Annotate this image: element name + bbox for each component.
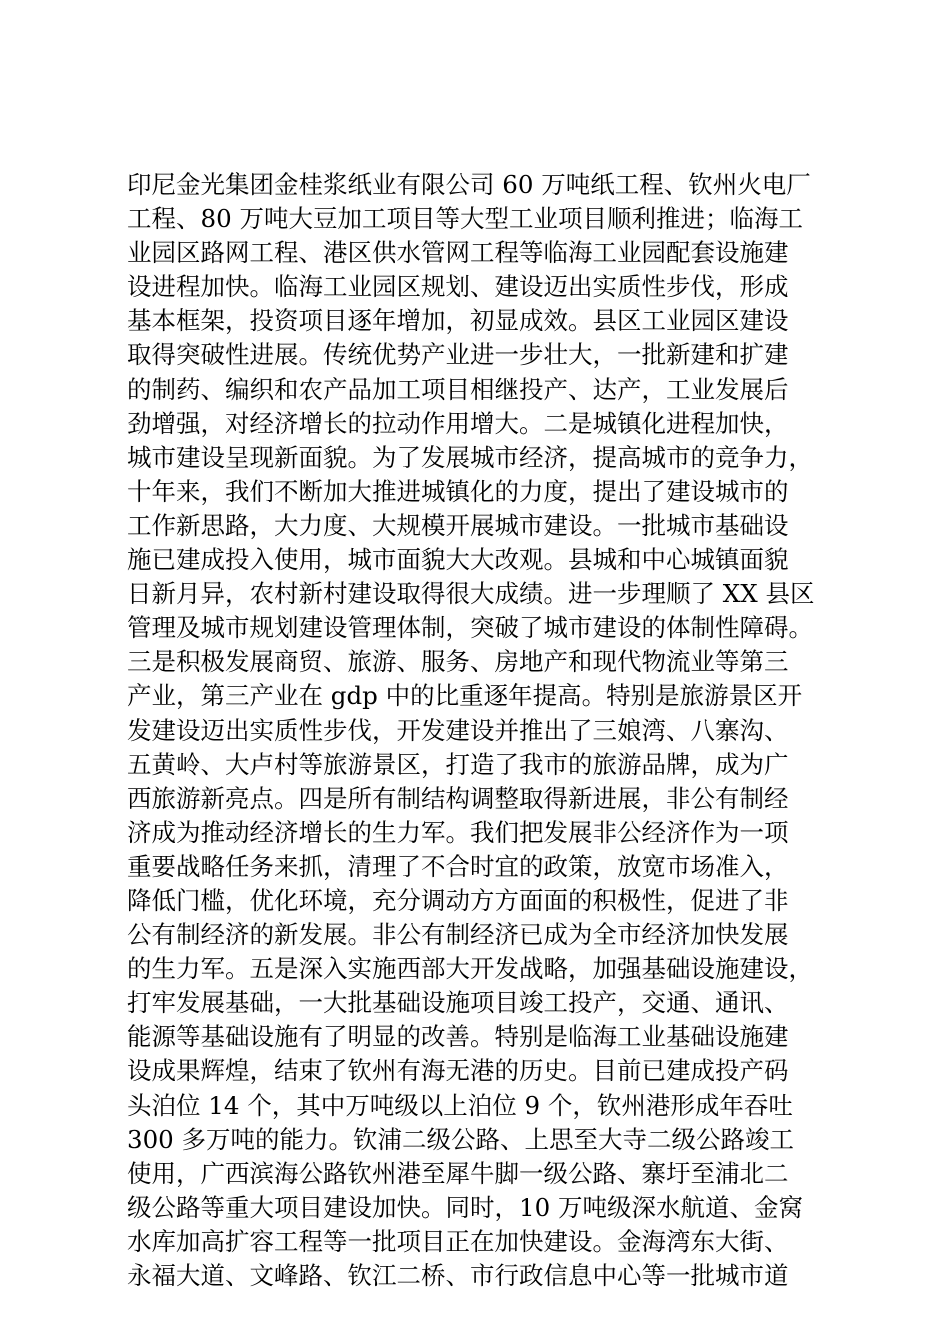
text-line: 设进程加快。临海工业园区规划、建设迈出实质性步伐，形成 (127, 272, 789, 302)
text-line: 日新月异，农村新村建设取得很大成绩。进一步理顺了 XX 县区 (127, 579, 815, 609)
text-line: 使用，广西滨海公路钦州港至犀牛脚一级公路、寨圩至浦北二 (127, 1158, 789, 1188)
text-line: 永福大道、文峰路、钦江二桥、市行政信息中心等一批城市道 (127, 1261, 789, 1290)
text-line: 公有制经济的新发展。非公有制经济已成为全市经济加快发展 (127, 920, 789, 950)
text-line: 西旅游新亮点。四是所有制结构调整取得新进展，非公有制经 (127, 783, 789, 813)
text-line: 头泊位 14 个，其中万吨级以上泊位 9 个，钦州港形成年吞吐 (127, 1090, 793, 1120)
text-line: 发建设迈出实质性步伐，开发建设并推出了三娘湾、八寨沟、 (127, 715, 789, 745)
text-line: 劲增强，对经济增长的拉动作用增大。二是城镇化进程加快， (127, 408, 789, 438)
text-line: 三是积极发展商贸、旅游、服务、房地产和现代物流业等第三 (127, 647, 789, 677)
text-line: 基本框架，投资项目逐年增加，初显成效。县区工业园区建设 (127, 306, 789, 336)
text-line: 工程、80 万吨大豆加工项目等大型工业项目顺利推进；临海工 (127, 204, 803, 234)
text-line: 城市建设呈现新面貌。为了发展城市经济，提高城市的竞争力， (127, 442, 813, 472)
text-line: 水库加高扩容工程等一批项目正在加快建设。金海湾东大街、 (127, 1226, 789, 1256)
body-text (127, 168, 847, 1293)
text-line: 施已建成投入使用，城市面貌大大改观。县城和中心城镇面貌 (127, 545, 789, 575)
text-line: 印尼金光集团金桂浆纸业有限公司 60 万吨纸工程、钦州火电厂 (127, 170, 811, 199)
text-line: 的生力军。五是深入实施西部大开发战略，加强基础设施建设， (127, 954, 813, 984)
text-line: 的制药、编织和农产品加工项目相继投产、达产，工业发展后 (127, 374, 789, 404)
text-line: 业园区路网工程、港区供水管网工程等临海工业园配套设施建 (127, 238, 789, 268)
text-line: 济成为推动经济增长的生力军。我们把发展非公经济作为一项 (127, 817, 789, 847)
text-line: 设成果辉煌，结束了钦州有海无港的历史。目前已建成投产码 (127, 1056, 789, 1086)
text-line: 打牢发展基础，一大批基础设施项目竣工投产，交通、通讯、 (127, 988, 789, 1018)
text-line: 能源等基础设施有了明显的改善。特别是临海工业基础设施建 (127, 1022, 789, 1052)
text-line: 降低门槛，优化环境，充分调动方方面面的积极性，促进了非 (127, 885, 789, 915)
text-line: 级公路等重大项目建设加快。同时，10 万吨级深水航道、金窝 (127, 1192, 803, 1222)
text-line: 管理及城市规划建设管理体制，突破了城市建设的体制性障碍。 (127, 613, 813, 643)
text-line: 产业，第三产业在 gdp 中的比重逐年提高。特别是旅游景区开 (127, 681, 803, 711)
text-line: 300 多万吨的能力。钦浦二级公路、上思至大寺二级公路竣工 (127, 1124, 795, 1154)
text-line: 工作新思路，大力度、大规模开展城市建设。一批城市基础设 (127, 510, 789, 540)
text-line: 十年来，我们不断加大推进城镇化的力度，提出了建设城市的 (127, 476, 789, 506)
text-line: 取得突破性进展。传统优势产业进一步壮大，一批新建和扩建 (127, 340, 789, 370)
text-line: 重要战略任务来抓，清理了不合时宜的政策，放宽市场准入， (127, 851, 789, 881)
text-line: 五黄岭、大卢村等旅游景区，打造了我市的旅游品牌，成为广 (127, 749, 789, 779)
